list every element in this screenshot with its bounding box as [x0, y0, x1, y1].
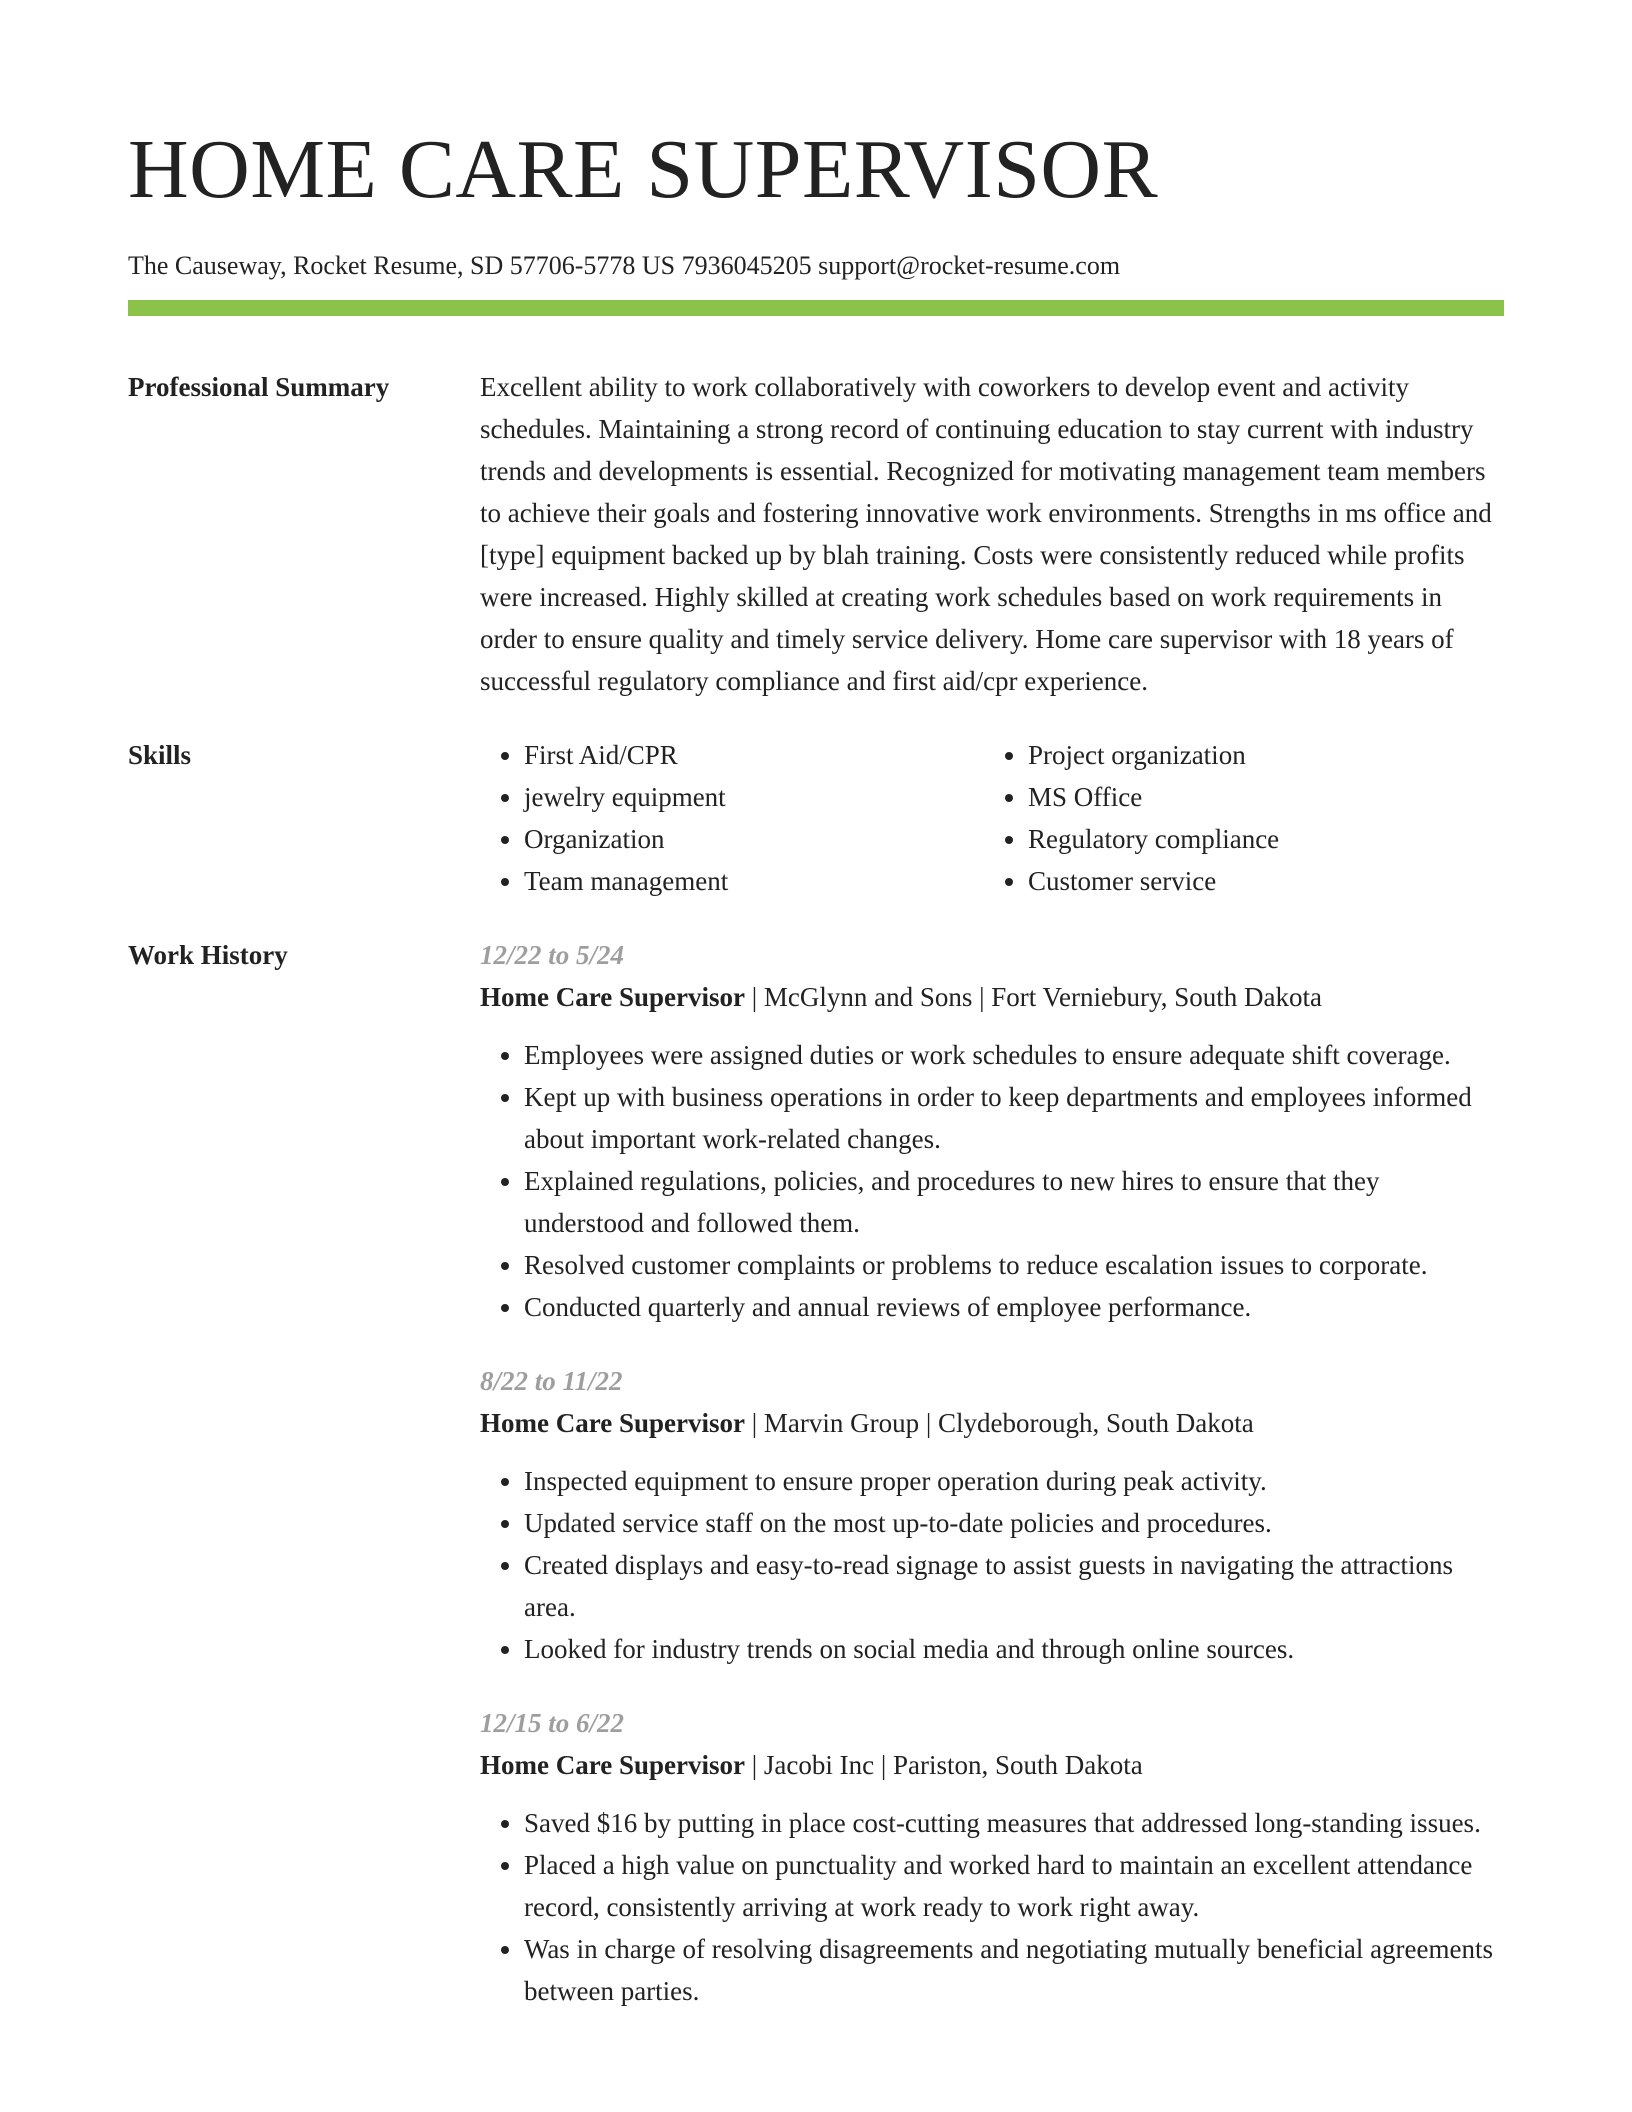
job-location: Clydeborough, South Dakota: [938, 1408, 1254, 1438]
job-dates: 12/22 to 5/24: [480, 940, 625, 970]
job-bullet: • Employees were assigned duties or work schedules to ensure adequate shift coverage.: [524, 1034, 1504, 1076]
contact-line: The Causeway, Rocket Resume, SD 57706-5778 US 7936045205 support@rocket-resume.com: [128, 251, 1121, 280]
resume-page: [128, 0, 1504, 2044]
job-location: Pariston, South Dakota: [892, 1750, 1143, 1780]
job-title-line: [480, 976, 1504, 1018]
job-entry: [480, 1702, 1504, 2012]
separator: |: [972, 982, 992, 1012]
summary-text: Excellent ability to work collaboratively with coworkers to develop event and activity schedules. Maintaining a strong record of continuing education to stay current with industry trends and developments is essential. Recognized for motivating management team members to achieve their goals and fostering innovative work environments. Strengths in ms office and [type] equipment backed up by blah training. Costs were consistently reduced while profits were increased. Highly skilled at creating work schedules based on work requirements in order to ensure quality and timely service delivery. Home care supervisor with 18 years of successful regulatory compliance and first aid/cpr experience.: [480, 372, 1492, 696]
job-entry: [480, 934, 1504, 1328]
job-list: [480, 934, 1504, 2044]
skills-list-left: [480, 734, 984, 902]
separator: |: [744, 982, 764, 1012]
skill-item: • Customer service: [1028, 860, 1488, 902]
job-bullet: • Looked for industry trends on social media and through online sources.: [524, 1628, 1504, 1670]
skill-item: • MS Office: [1028, 776, 1488, 818]
job-bullet: • Inspected equipment to ensure proper operation during peak activity.: [524, 1460, 1504, 1502]
separator: |: [874, 1750, 893, 1780]
separator: |: [919, 1408, 939, 1438]
professional-summary-section: [128, 366, 1504, 702]
section-label-work-history: Work History: [128, 940, 288, 970]
skill-item: • Team management: [524, 860, 984, 902]
job-bullet: • Updated service staff on the most up-to-date policies and procedures.: [524, 1502, 1504, 1544]
skill-item: • Organization: [524, 818, 984, 860]
job-company: Marvin Group: [763, 1408, 920, 1438]
job-dates: 8/22 to 11/22: [480, 1366, 623, 1396]
job-title: Home Care Supervisor: [480, 1750, 745, 1780]
section-label-summary: Professional Summary: [128, 372, 390, 402]
job-bullet-list: [480, 1802, 1504, 2012]
job-company: McGlynn and Sons: [763, 982, 973, 1012]
job-title: Home Care Supervisor: [480, 982, 745, 1012]
job-bullet-list: [480, 1034, 1504, 1328]
separator: |: [744, 1408, 764, 1438]
header-divider: [128, 300, 1504, 316]
job-bullet: • Was in charge of resolving disagreements and negotiating mutually beneficial agreements between parties.: [524, 1928, 1504, 2012]
skill-item: • Project organization: [1028, 734, 1488, 776]
skills-section: [128, 734, 1504, 902]
skills-list-right: [984, 734, 1488, 902]
job-bullet: • Explained regulations, policies, and procedures to new hires to ensure that they understood and followed them.: [524, 1160, 1504, 1244]
job-location: Fort Verniebury, South Dakota: [991, 982, 1322, 1012]
skill-item: • jewelry equipment: [524, 776, 984, 818]
job-title-line: [480, 1402, 1504, 1444]
job-bullet: • Saved $16 by putting in place cost-cutting measures that addressed long-standing issues.: [524, 1802, 1504, 1844]
skill-item: • Regulatory compliance: [1028, 818, 1488, 860]
section-label-skills: Skills: [128, 740, 192, 770]
work-history-section: [128, 934, 1504, 2044]
skill-item: • First Aid/CPR: [524, 734, 984, 776]
job-bullet: • Kept up with business operations in order to keep departments and employees informed about important work-related changes.: [524, 1076, 1504, 1160]
job-bullet: • Resolved customer complaints or problems to reduce escalation issues to corporate.: [524, 1244, 1504, 1286]
job-entry: [480, 1360, 1504, 1670]
resume-name: HOME CARE SUPERVISOR: [128, 123, 1159, 216]
job-bullet: • Placed a high value on punctuality and worked hard to maintain an excellent attendance record, consistently arriving at work ready to work right away.: [524, 1844, 1504, 1928]
job-dates: 12/15 to 6/22: [480, 1708, 625, 1738]
separator: |: [744, 1750, 764, 1780]
job-bullet-list: [480, 1460, 1504, 1670]
job-bullet: • Conducted quarterly and annual reviews of employee performance.: [524, 1286, 1504, 1328]
job-bullet: • Created displays and easy-to-read signage to assist guests in navigating the attractions area.: [524, 1544, 1504, 1628]
job-title-line: [480, 1744, 1504, 1786]
job-company: Jacobi Inc: [763, 1750, 875, 1780]
job-title: Home Care Supervisor: [480, 1408, 745, 1438]
